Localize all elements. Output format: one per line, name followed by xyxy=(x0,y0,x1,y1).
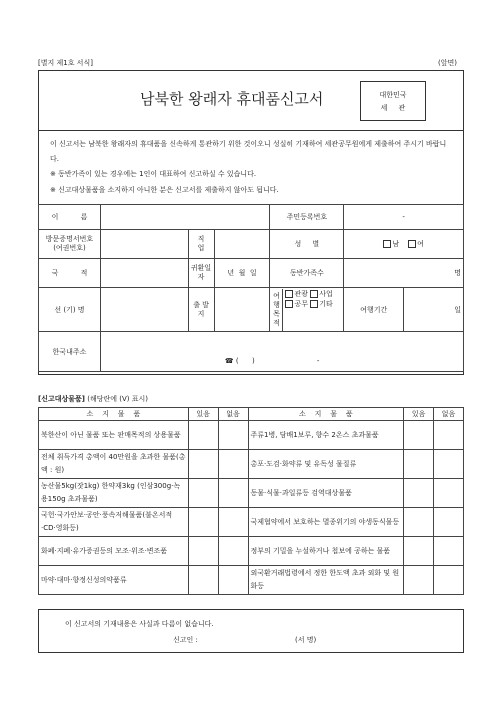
declarant-label: 신고인 : xyxy=(173,636,198,644)
item-right-2: 총포·도검·화약류 및 유독성 물질류 xyxy=(248,450,404,479)
table-row xyxy=(39,479,464,508)
family-unit: 명 xyxy=(454,269,461,277)
date-format: 년 월 일 xyxy=(227,269,257,277)
item-left-3-no[interactable] xyxy=(218,479,248,508)
item-right-1-no[interactable] xyxy=(434,421,464,450)
cert-sub-label: (여권번호) xyxy=(53,244,86,252)
personal-info-table xyxy=(38,204,464,372)
item-left-3-yes[interactable] xyxy=(188,479,218,508)
authority-box xyxy=(360,81,426,121)
items-table xyxy=(38,407,464,595)
rrn-field[interactable] xyxy=(344,205,464,230)
item-right-1: 주류1병, 담배1보루, 향수 2온스 초과물품 xyxy=(248,421,404,450)
purpose-other-label: 기타 xyxy=(319,299,333,308)
cert-label-cell xyxy=(39,230,101,259)
phone-format: ( ) xyxy=(235,357,255,365)
address-label: 한국내주소 xyxy=(39,332,101,372)
gender-female-checkbox[interactable] xyxy=(408,240,416,248)
table-row xyxy=(39,508,464,537)
job-field[interactable] xyxy=(214,230,270,259)
period-label: 여행기간 xyxy=(344,288,404,332)
table-row xyxy=(39,566,464,595)
purpose-label: 여행목적 xyxy=(270,289,283,331)
item-right-6-no[interactable] xyxy=(434,566,464,595)
notice-note-1: ※ 동반가족이 있는 경우에는 1인이 대표하여 신고하실 수 있습니다. xyxy=(50,170,257,178)
item-right-2-no[interactable] xyxy=(434,450,464,479)
item-left-1-no[interactable] xyxy=(218,421,248,450)
job-label-2: 업 xyxy=(197,244,205,252)
item-left-4: 국헌·국가안보·공안·풍속저해물품(불온서적·CD·영화등) xyxy=(39,508,189,537)
item-right-2-yes[interactable] xyxy=(404,450,434,479)
gender-female-label: 여 xyxy=(417,240,424,248)
return-date-field[interactable] xyxy=(214,259,270,288)
return-label-1: 귀환일 xyxy=(190,264,212,272)
address-field[interactable] xyxy=(100,332,463,372)
ship-field[interactable] xyxy=(100,288,188,332)
purpose-business-checkbox[interactable] xyxy=(310,290,318,298)
purpose-tour-label: 관광 xyxy=(294,289,308,298)
job-label-1: 직 xyxy=(197,235,205,243)
gender-male-label: 남 xyxy=(392,240,400,248)
item-left-6-yes[interactable] xyxy=(188,566,218,595)
declaration-statement: 이 신고서의 기재내용은 사실과 다름이 없습니다. xyxy=(65,620,214,628)
col-no-left: 없음 xyxy=(218,408,248,421)
name-field[interactable] xyxy=(100,205,270,230)
purpose-other-checkbox[interactable] xyxy=(310,300,318,308)
col-no-right: 없음 xyxy=(434,408,464,421)
gender-male-checkbox[interactable] xyxy=(383,240,391,248)
gender-field xyxy=(344,230,464,259)
job-label-cell xyxy=(188,230,214,259)
items-heading-row xyxy=(38,394,148,404)
item-right-1-yes[interactable] xyxy=(404,421,434,450)
item-right-4-no[interactable] xyxy=(434,508,464,537)
purpose-tour-checkbox[interactable] xyxy=(285,290,293,298)
col-item-right: 소 지 물 품 xyxy=(248,408,404,421)
phone-dash: - xyxy=(316,357,320,365)
table-row xyxy=(39,450,464,479)
item-left-6: 마약·대마·향정신성의약품류 xyxy=(39,566,189,595)
purpose-cell xyxy=(270,288,344,332)
form-number: [별지 제1호 서식] xyxy=(38,59,93,67)
item-right-3: 동물·식물·과일류등 검역대상물품 xyxy=(248,479,404,508)
col-yes-left: 있음 xyxy=(188,408,218,421)
nationality-label: 국 적 xyxy=(39,259,101,288)
item-left-4-no[interactable] xyxy=(218,508,248,537)
signature-label[interactable]: (서 명) xyxy=(295,636,317,644)
nationality-field[interactable] xyxy=(100,259,188,288)
item-right-4: 국제협약에서 보호하는 멸종위기의 야생동식물등 xyxy=(248,508,404,537)
cert-label: 방문증명서번호 xyxy=(45,235,94,243)
item-left-3: 농산물5kg(잣1kg) 한약재3kg (인삼300g·녹용150g 초과물품) xyxy=(39,479,189,508)
cert-field[interactable] xyxy=(100,230,188,259)
item-right-6: 외국환거래법령에서 정한 한도액 초과 외화 및 원화등 xyxy=(248,566,404,595)
front-label: (앞면) xyxy=(438,59,457,67)
item-left-2-no[interactable] xyxy=(218,450,248,479)
item-left-4-yes[interactable] xyxy=(188,508,218,537)
item-left-2: 전체 취득가격 총액이 40만원을 초과한 물품(총액 : 원) xyxy=(39,450,189,479)
declaration-box xyxy=(38,609,464,653)
origin-label-cell xyxy=(188,288,214,332)
period-field[interactable] xyxy=(404,288,464,332)
item-left-6-no[interactable] xyxy=(218,566,248,595)
item-right-5-no[interactable] xyxy=(434,537,464,566)
item-left-2-yes[interactable] xyxy=(188,450,218,479)
purpose-official-checkbox[interactable] xyxy=(285,300,293,308)
notice-note-2: ※ 신고대상물품을 소지하지 아니한 분은 신고서를 제출하지 않아도 됩니다. xyxy=(50,186,279,194)
origin-label-2: 지 xyxy=(197,309,205,318)
origin-field[interactable] xyxy=(214,288,270,332)
period-unit: 일 xyxy=(454,305,461,314)
purpose-business-label: 사업 xyxy=(319,289,333,298)
item-right-5: 정부의 기밀을 누설하거나 첩보에 공하는 물품 xyxy=(248,537,404,566)
phone-icon: ☎ xyxy=(224,357,234,365)
items-heading: [신고대상물품] xyxy=(38,395,85,403)
rrn-dash: - xyxy=(402,213,405,221)
item-left-5-no[interactable] xyxy=(218,537,248,566)
col-yes-right: 있음 xyxy=(404,408,434,421)
return-label-cell xyxy=(188,259,214,288)
name-label: 이 름 xyxy=(39,205,101,230)
rrn-label: 주민등록번호 xyxy=(270,205,344,230)
return-label-2: 자 xyxy=(197,273,205,281)
purpose-official-label: 공무 xyxy=(294,299,308,308)
item-right-3-yes[interactable] xyxy=(404,479,434,508)
family-field[interactable] xyxy=(344,259,464,288)
table-row xyxy=(39,537,464,566)
item-left-5: 화폐·지폐·유가증권등의 모조·위조·변조품 xyxy=(39,537,189,566)
item-right-5-yes[interactable] xyxy=(404,537,434,566)
item-left-5-yes[interactable] xyxy=(188,537,218,566)
item-right-3-no[interactable] xyxy=(434,479,464,508)
table-row xyxy=(39,421,464,450)
form-title: 남북한 왕래자 휴대품신고서 xyxy=(140,90,324,108)
col-item-left: 소 지 물 품 xyxy=(39,408,189,421)
notice-intro: 이 신고서는 남북한 왕래자의 휴대품을 신속하게 통관하기 위한 것이오니 성실히 기재하여 세관공무원에게 제출하여 주시기 바랍니다. xyxy=(50,140,447,163)
authority-line-1: 대한민국 xyxy=(379,91,407,99)
origin-label-1: 출 발 xyxy=(193,300,209,309)
item-left-1: 북한산이 아닌 물품 또는 판매목적의 상용물품 xyxy=(39,421,189,450)
authority-line-2: 세 관 xyxy=(380,104,406,112)
item-right-4-yes[interactable] xyxy=(404,508,434,537)
item-left-1-yes[interactable] xyxy=(188,421,218,450)
items-heading-note: (해당란에 (V) 표시) xyxy=(87,395,148,403)
gender-label: 성 별 xyxy=(270,230,344,259)
item-right-6-yes[interactable] xyxy=(404,566,434,595)
family-label: 동반가족수 xyxy=(270,259,344,288)
ship-label: 선 (기) 명 xyxy=(39,288,101,332)
